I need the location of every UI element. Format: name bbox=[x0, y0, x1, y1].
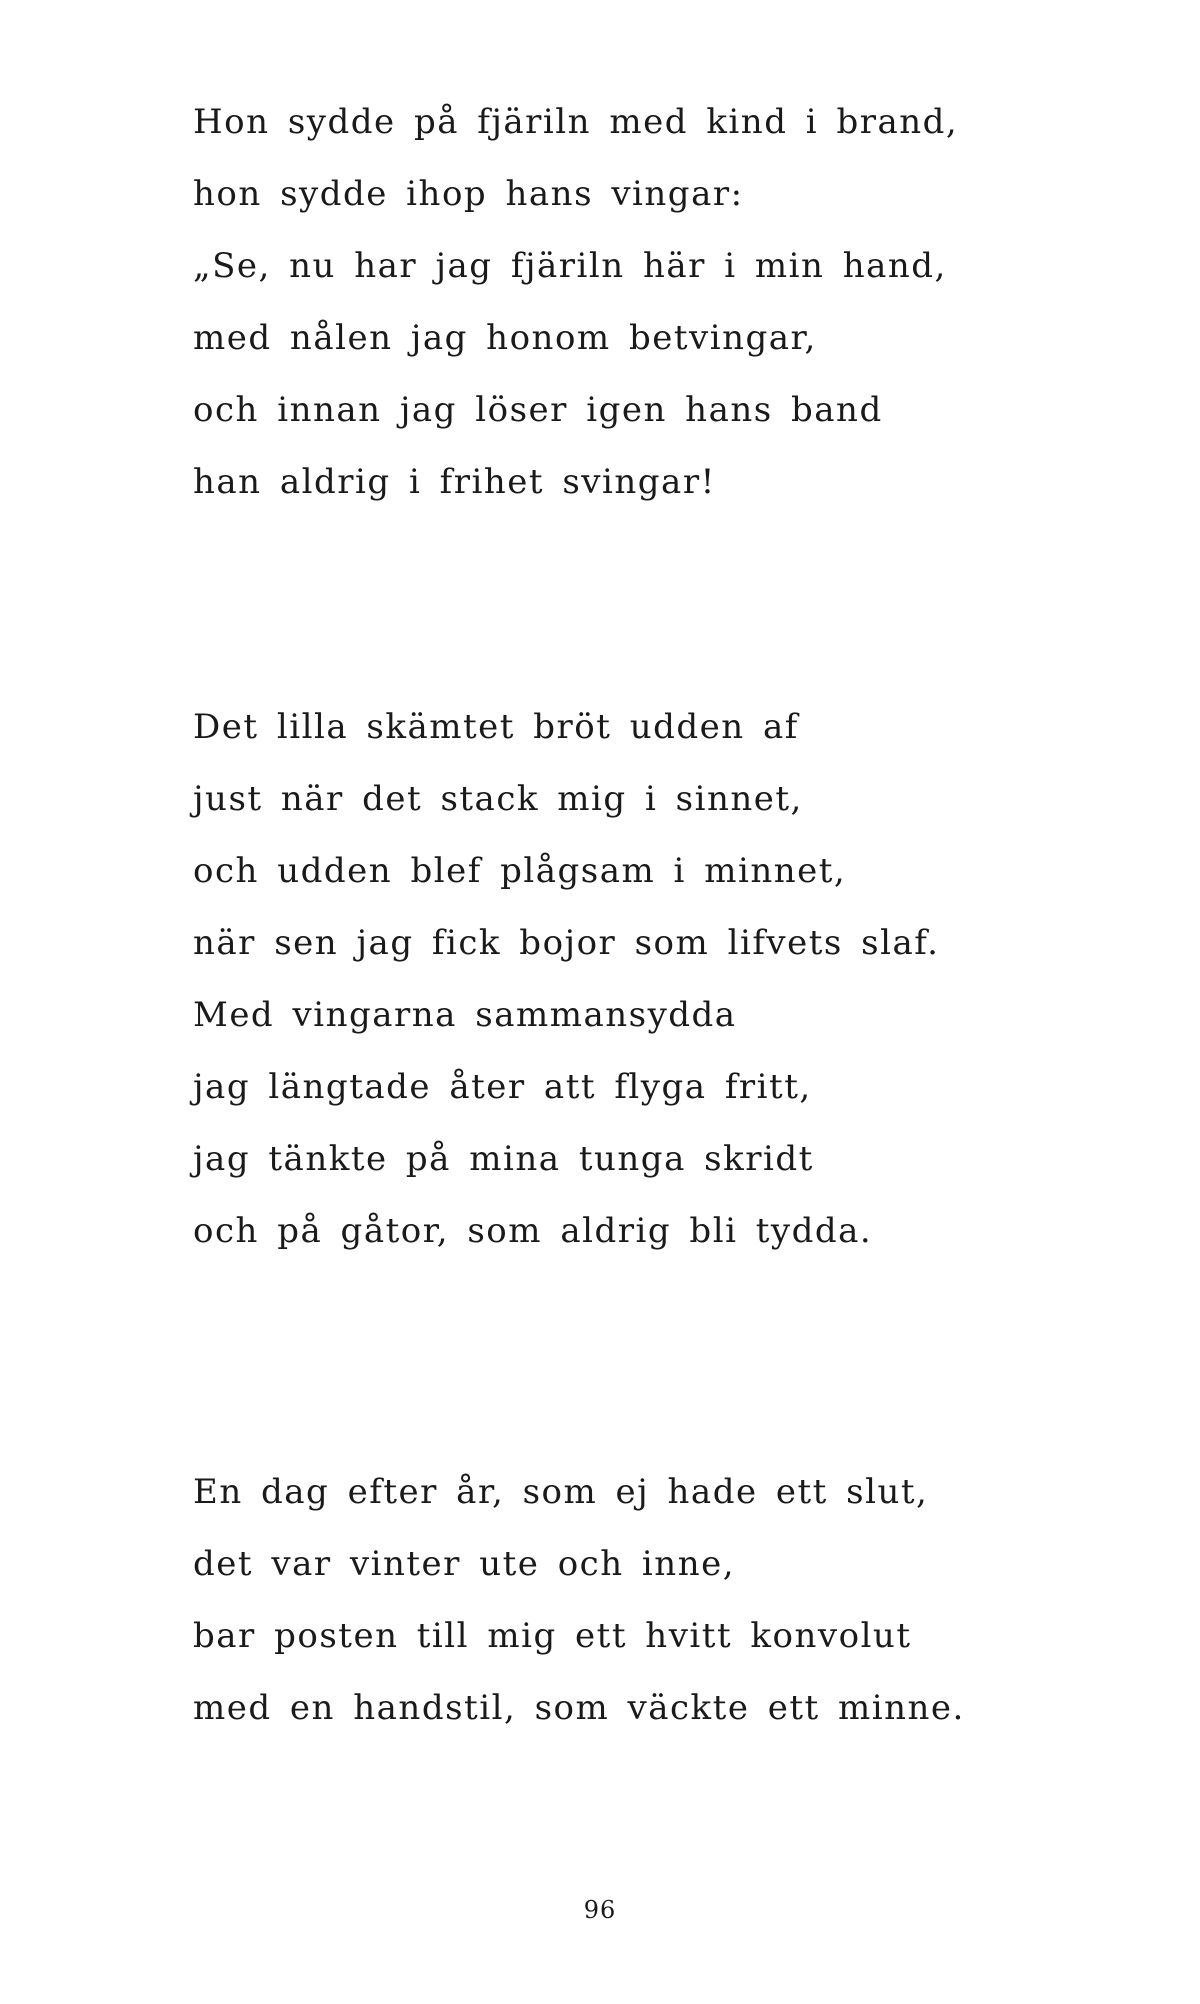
stanza-2 bbox=[193, 691, 939, 1267]
stanza-3 bbox=[193, 1456, 965, 1744]
poem-line: med nålen jag honom betvingar, bbox=[193, 318, 817, 358]
poem-line: när sen jag fick bojor som lifvets slaf. bbox=[193, 923, 940, 963]
poem-line: och innan jag löser igen hans band bbox=[193, 390, 883, 430]
poem-line: han aldrig i frihet svingar! bbox=[193, 462, 716, 502]
stanza-1 bbox=[193, 86, 958, 518]
poem-line: hon sydde ihop hans vingar: bbox=[193, 174, 744, 214]
poem-line: „Se, nu har jag fjäriln här i min hand, bbox=[193, 246, 947, 286]
page-number: 96 bbox=[583, 1896, 617, 1924]
poem-line: det var vinter ute och inne, bbox=[193, 1544, 736, 1584]
poem-line: och på gåtor, som aldrig bli tydda. bbox=[193, 1211, 873, 1251]
poem-line: Hon sydde på fjäriln med kind i brand, bbox=[193, 102, 959, 142]
poem-line: Det lilla skämtet bröt udden af bbox=[193, 707, 799, 747]
poem-line: och udden blef plågsam i minnet, bbox=[193, 851, 847, 891]
poem-line: Med vingarna sammansydda bbox=[193, 995, 737, 1035]
poem-line: jag tänkte på mina tunga skridt bbox=[193, 1139, 814, 1179]
poem-line: bar posten till mig ett hvitt konvolut bbox=[193, 1616, 912, 1656]
poem-line: med en handstil, som väckte ett minne. bbox=[193, 1688, 965, 1728]
poem-line: just när det stack mig i sinnet, bbox=[193, 779, 803, 819]
poem-line: En dag efter år, som ej hade ett slut, bbox=[193, 1472, 929, 1512]
poem-line: jag längtade åter att flyga fritt, bbox=[193, 1067, 812, 1107]
